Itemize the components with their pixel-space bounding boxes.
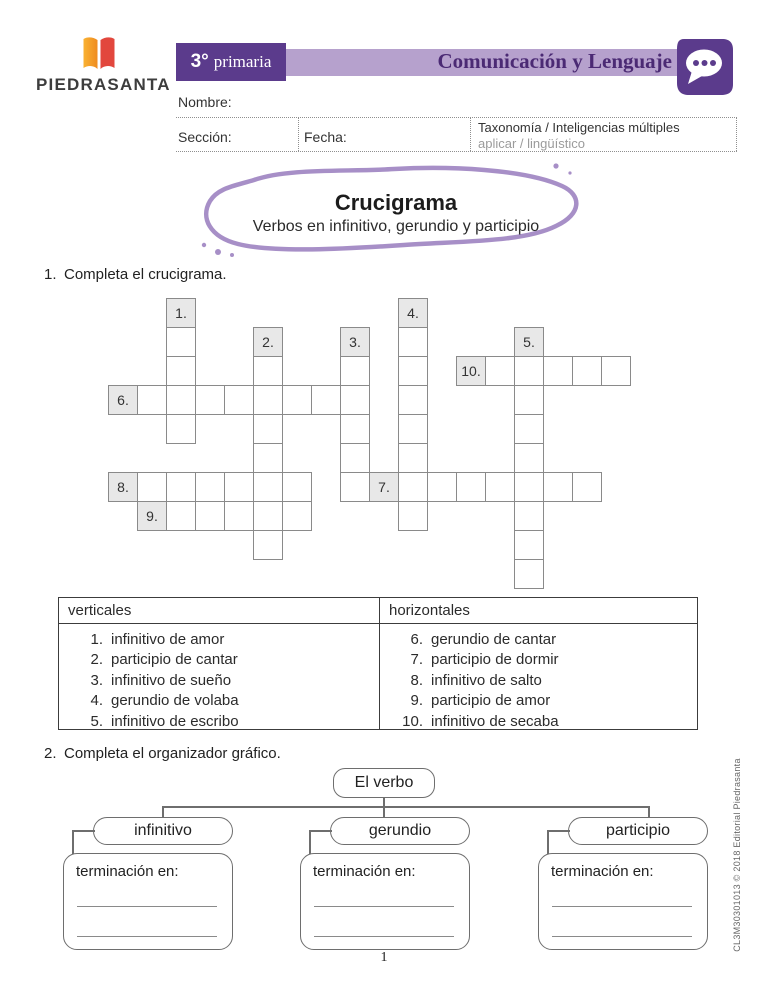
- clue-item: [395, 629, 695, 650]
- date-field-label: Fecha:: [304, 129, 347, 145]
- clue-number: 10.: [402, 712, 423, 730]
- clues-table: [58, 597, 698, 730]
- connector-line: [309, 830, 332, 832]
- clue-item: [75, 670, 375, 691]
- crossword-letter-cell: [514, 385, 544, 415]
- crossword-letter-cell: [224, 472, 254, 502]
- verticales-list: [75, 629, 375, 732]
- crossword-letter-cell: [398, 385, 428, 415]
- crossword-grid: [108, 298, 648, 598]
- name-field-line: [176, 117, 737, 118]
- crossword-letter-cell: [572, 472, 602, 502]
- termination-label: terminación en:: [551, 863, 654, 880]
- crossword-letter-cell: [398, 443, 428, 473]
- clue-number: 6.: [410, 630, 423, 648]
- write-in-line: [314, 936, 454, 937]
- crossword-letter-cell: [311, 385, 341, 415]
- clue-number: 3.: [90, 671, 103, 689]
- termination-label: terminación en:: [313, 863, 416, 880]
- crossword-letter-cell: [166, 414, 196, 444]
- crossword-number-cell: 9.: [137, 501, 167, 531]
- open-book-icon: [82, 36, 116, 72]
- crossword-number-cell: 8.: [108, 472, 138, 502]
- crossword-letter-cell: [253, 443, 283, 473]
- crossword-letter-cell: [398, 414, 428, 444]
- connector-line: [72, 830, 74, 855]
- worksheet-subtitle: Verbos en infinitivo, gerundio y participio: [252, 218, 540, 235]
- branch-label: participio: [605, 822, 671, 839]
- crossword-letter-cell: [253, 501, 283, 531]
- crossword-number-cell: 6.: [108, 385, 138, 415]
- clue-item: [75, 629, 375, 650]
- crossword-letter-cell: [166, 327, 196, 357]
- field-divider: [298, 118, 299, 151]
- crossword-letter-cell: [195, 501, 225, 531]
- organizer-root: [333, 768, 435, 798]
- connector-line: [162, 806, 649, 808]
- task1-text: Completa el crucigrama.: [64, 266, 227, 283]
- clue-item: [75, 691, 375, 712]
- crossword-letter-cell: [514, 472, 544, 502]
- grade-badge: [176, 43, 286, 81]
- write-in-line: [552, 906, 692, 907]
- crossword-letter-cell: [340, 385, 370, 415]
- crossword-letter-cell: [340, 472, 370, 502]
- crossword-letter-cell: [514, 530, 544, 560]
- clue-number: 4.: [90, 692, 103, 710]
- worksheet-title: Crucigrama: [334, 190, 458, 215]
- clue-text: participio de cantar: [111, 651, 238, 669]
- clue-item: [395, 670, 695, 691]
- clue-number: 2.: [90, 651, 103, 669]
- crossword-letter-cell: [253, 472, 283, 502]
- crossword-letter-cell: [253, 414, 283, 444]
- crossword-number-cell: 7.: [369, 472, 399, 502]
- copyright-code: CL3M30301013 © 2018 Editorial Piedrasanta: [732, 758, 742, 952]
- crossword-letter-cell: [514, 501, 544, 531]
- crossword-letter-cell: [166, 385, 196, 415]
- crossword-number-cell: 3.: [340, 327, 370, 357]
- connector-line: [309, 830, 311, 855]
- clues-column-divider: [379, 598, 380, 729]
- clue-number: 7.: [410, 651, 423, 669]
- crossword-letter-cell: [137, 472, 167, 502]
- termination-box-gerundio: [300, 853, 470, 950]
- crossword-letter-cell: [427, 472, 457, 502]
- clue-text: gerundio de cantar: [431, 630, 557, 648]
- termination-box-infinitivo: [63, 853, 233, 950]
- clue-text: participio de dormir: [431, 651, 559, 669]
- crossword-letter-cell: [514, 414, 544, 444]
- crossword-letter-cell: [195, 385, 225, 415]
- crossword-letter-cell: [166, 501, 196, 531]
- organizer-root-label: El verbo: [354, 774, 414, 791]
- clues-header-divider: [59, 623, 697, 624]
- crossword-letter-cell: [572, 356, 602, 386]
- clue-item: [395, 691, 695, 712]
- task1-line: [44, 266, 227, 283]
- crossword-letter-cell: [514, 559, 544, 589]
- branch-label: infinitivo: [134, 822, 192, 839]
- speech-bubble-icon: [676, 37, 734, 99]
- crossword-letter-cell: [195, 472, 225, 502]
- crossword-letter-cell: [224, 501, 254, 531]
- clues-header-horizontales: horizontales: [389, 602, 470, 619]
- crossword-letter-cell: [398, 356, 428, 386]
- clue-item: [395, 650, 695, 671]
- clue-text: gerundio de volaba: [111, 692, 239, 710]
- crossword-letter-cell: [340, 414, 370, 444]
- crossword-number-cell: 5.: [514, 327, 544, 357]
- crossword-number-cell: 2.: [253, 327, 283, 357]
- write-in-line: [552, 936, 692, 937]
- connector-line: [547, 830, 570, 832]
- crossword-letter-cell: [485, 472, 515, 502]
- clue-text: participio de amor: [431, 692, 551, 710]
- crossword-letter-cell: [253, 530, 283, 560]
- grade-level: primaria: [213, 52, 272, 71]
- crossword-letter-cell: [543, 472, 573, 502]
- clue-number: 8.: [410, 671, 423, 689]
- task2-number: 2.: [44, 745, 57, 762]
- branch-label: gerundio: [368, 822, 432, 839]
- clue-item: [75, 711, 375, 732]
- crossword-letter-cell: [137, 385, 167, 415]
- termination-label: terminación en:: [76, 863, 179, 880]
- write-in-line: [314, 906, 454, 907]
- subject-title: Comunicación y Lenguaje: [437, 49, 672, 73]
- crossword-letter-cell: [282, 501, 312, 531]
- clue-number: 9.: [410, 692, 423, 710]
- crossword-letter-cell: [253, 385, 283, 415]
- crossword-number-cell: 10.: [456, 356, 486, 386]
- crossword-letter-cell: [514, 356, 544, 386]
- branch-participio: [568, 817, 708, 845]
- crossword-letter-cell: [398, 501, 428, 531]
- crossword-letter-cell: [166, 472, 196, 502]
- field-divider: [736, 118, 737, 151]
- clue-item: [75, 650, 375, 671]
- clues-header-verticales: verticales: [68, 602, 132, 619]
- taxonomy-sublabel: aplicar / lingüístico: [478, 136, 585, 151]
- task1-number: 1.: [44, 266, 57, 283]
- crossword-letter-cell: [166, 356, 196, 386]
- logo-wordmark: PIEDRASANTA: [36, 75, 171, 94]
- crossword-letter-cell: [514, 443, 544, 473]
- crossword-letter-cell: [282, 385, 312, 415]
- crossword-letter-cell: [398, 472, 428, 502]
- connector-line: [72, 830, 95, 832]
- crossword-number-cell: 1.: [166, 298, 196, 328]
- termination-box-participio: [538, 853, 708, 950]
- grade-number: 3°: [190, 51, 209, 72]
- task2-line: [44, 745, 281, 762]
- crossword-letter-cell: [340, 443, 370, 473]
- connector-line: [547, 830, 549, 855]
- crossword-letter-cell: [601, 356, 631, 386]
- crossword-letter-cell: [456, 472, 486, 502]
- branch-infinitivo: [93, 817, 233, 845]
- form-bottom-line: [176, 151, 737, 152]
- clue-text: infinitivo de secaba: [431, 712, 559, 730]
- clue-text: infinitivo de escribo: [111, 712, 239, 730]
- crossword-letter-cell: [282, 472, 312, 502]
- crossword-number-cell: 4.: [398, 298, 428, 328]
- crossword-letter-cell: [340, 356, 370, 386]
- crossword-letter-cell: [485, 356, 515, 386]
- clue-text: infinitivo de salto: [431, 671, 542, 689]
- clue-item: [395, 711, 695, 732]
- write-in-line: [77, 906, 217, 907]
- clue-text: infinitivo de amor: [111, 630, 225, 648]
- crossword-letter-cell: [398, 327, 428, 357]
- task2-text: Completa el organizador gráfico.: [64, 745, 281, 762]
- clue-number: 5.: [90, 712, 103, 730]
- page-number: 1: [380, 950, 388, 965]
- clue-number: 1.: [90, 630, 103, 648]
- clue-text: infinitivo de sueño: [111, 671, 232, 689]
- field-divider: [470, 118, 471, 151]
- crossword-letter-cell: [543, 356, 573, 386]
- write-in-line: [77, 936, 217, 937]
- branch-gerundio: [330, 817, 470, 845]
- section-field-label: Sección:: [178, 129, 232, 145]
- horizontales-list: [395, 629, 695, 732]
- name-field-label: Nombre:: [178, 94, 232, 110]
- crossword-letter-cell: [253, 356, 283, 386]
- taxonomy-label: Taxonomía / Inteligencias múltiples: [478, 120, 680, 135]
- crossword-letter-cell: [224, 385, 254, 415]
